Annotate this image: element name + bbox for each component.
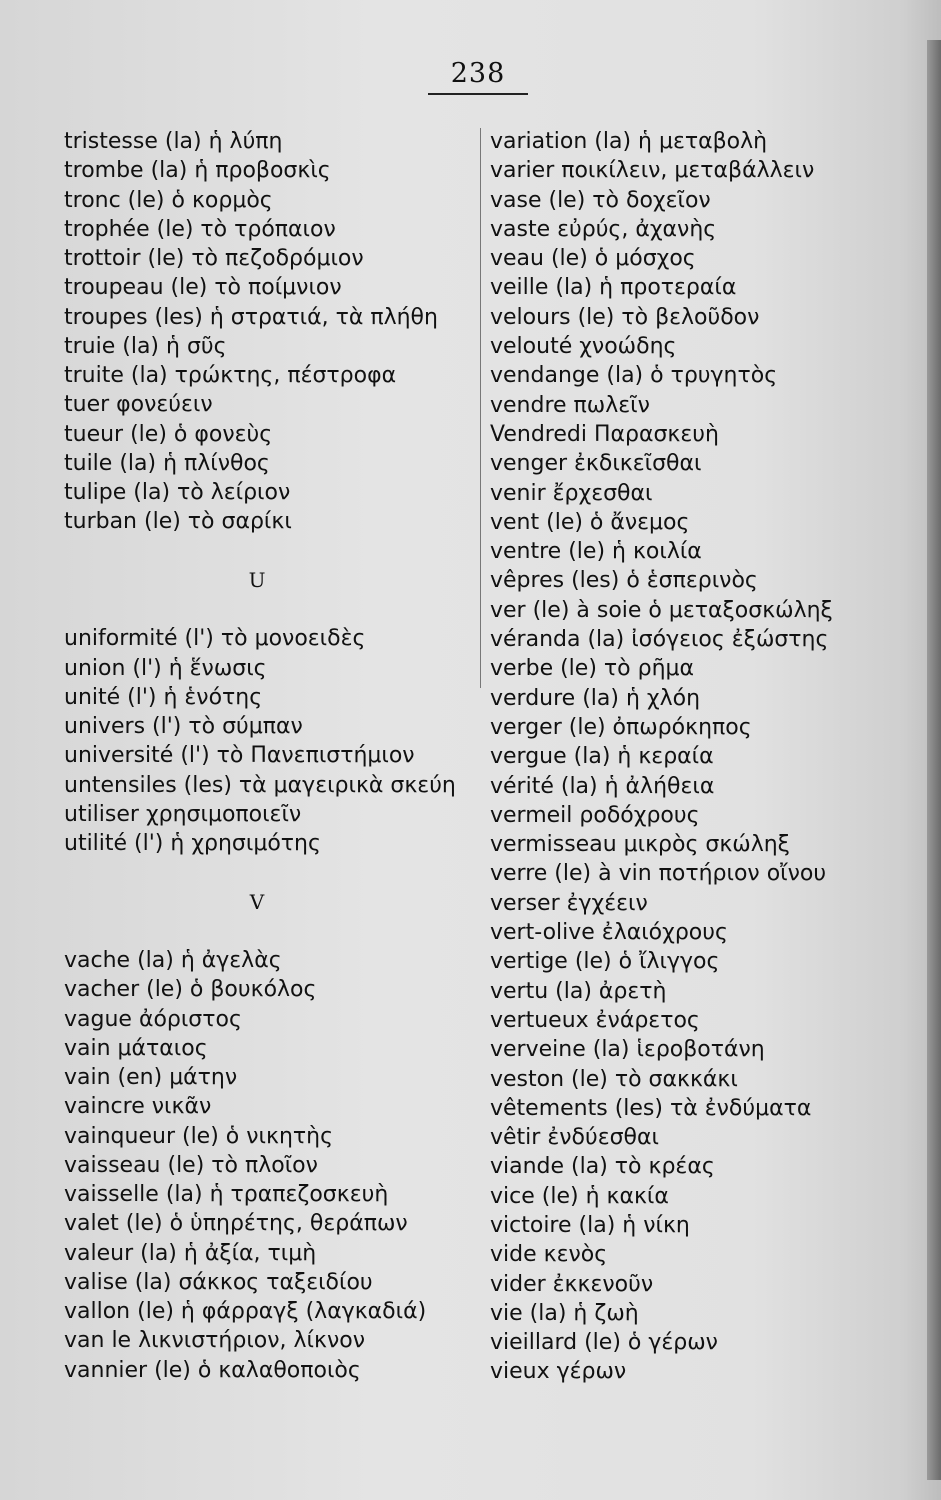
dictionary-entry: vêtir ἐνδύεσθαι	[490, 1125, 659, 1151]
dictionary-entry: verveine (la) ἱεροβοτάνη	[490, 1037, 765, 1063]
dictionary-entry: vaincre νικᾶν	[64, 1094, 212, 1120]
dictionary-entry: vague ἀόριστος	[64, 1006, 242, 1032]
dictionary-entry: vallon (le) ἡ φάρραγξ (λαγκαδιά)	[64, 1299, 427, 1324]
dictionary-entry: unité (l') ἡ ἑνότης	[64, 684, 263, 710]
dictionary-entry: victoire (la) ἡ νίκη	[490, 1212, 690, 1238]
dictionary-entry: vide κενὸς	[490, 1242, 608, 1268]
dictionary-entry: tueur (le) ὁ φονεὺς	[64, 421, 273, 447]
blank-line	[64, 595, 474, 624]
dictionary-entry: Vendredi Παρασκευὴ	[490, 421, 719, 447]
dictionary-entry: varier ποικίλειν, μεταβάλλειν	[490, 158, 815, 184]
dictionary-entry: valet (le) ὁ ὑπηρέτης, θεράπων	[64, 1211, 408, 1237]
dictionary-entry: vertueux ἐνάρετος	[490, 1007, 700, 1033]
dictionary-entry: vergue (la) ἡ κεραία	[490, 744, 714, 770]
dictionary-entry: venir ἔρχεσθαι	[490, 480, 653, 506]
dictionary-entry: veau (le) ὁ μόσχος	[490, 246, 696, 272]
dictionary-entry: vêpres (les) ὁ ἑσπερινὸς	[490, 568, 758, 594]
blank-line	[64, 537, 474, 566]
dictionary-entry: vêtements (les) τὰ ἐνδύματα	[490, 1095, 812, 1121]
dictionary-entry: vacher (le) ὁ βουκόλος	[64, 977, 317, 1003]
dictionary-entry: vache (la) ἡ ἀγελὰς	[64, 948, 282, 973]
dictionary-entry: vaisseau (le) τὸ πλοῖον	[64, 1152, 318, 1178]
dictionary-entry: trophée (le) τὸ τρόπαιον	[64, 216, 336, 242]
dictionary-entry: tronc (le) ὁ κορμὸς	[64, 187, 273, 213]
dictionary-entry: vannier (le) ὁ καλαθοποιὸς	[64, 1357, 361, 1383]
dictionary-entry: truite (la) τρώκτης, πέστροφα	[64, 363, 397, 388]
dictionary-entry: truie (la) ἡ σῦς	[64, 333, 227, 359]
dictionary-entry: véranda (la) ἰσόγειος ἐξώστης	[490, 627, 829, 653]
dictionary-entry: vaisselle (la) ἡ τραπεζοσκευὴ	[64, 1182, 389, 1207]
dictionary-entry: vider ἐκκενοῦν	[490, 1271, 654, 1297]
dictionary-entry: verre (le) à vin ποτήριον οἴνου	[490, 861, 827, 887]
dictionary-entry: tuile (la) ἡ πλίνθος	[64, 450, 270, 476]
dictionary-entry: veille (la) ἡ προτεραία	[490, 275, 737, 301]
dictionary-entry: ver (le) à soie ὁ μεταξοσκώληξ	[490, 597, 833, 623]
blank-line	[64, 917, 474, 946]
dictionary-entry: verser ἐγχέειν	[490, 890, 648, 916]
dictionary-entry: verdure (la) ἡ χλόη	[490, 685, 701, 711]
dictionary-entry: univers (l') τὸ σύμπαν	[64, 714, 303, 739]
dictionary-entry: velours (le) τὸ βελοῦδον	[490, 304, 760, 330]
dictionary-entry: tristesse (la) ἡ λύπη	[64, 129, 283, 154]
dictionary-entry: venger ἐκδικεῖσθαι	[490, 451, 702, 477]
dictionary-entry: vie (la) ἡ ζωὴ	[490, 1300, 639, 1326]
dictionary-entry: vermeil ροδόχρους	[490, 802, 700, 828]
dictionary-entry: vice (le) ἡ κακία	[490, 1183, 669, 1209]
dictionary-entry: van le λικνιστήριον, λίκνον	[64, 1328, 365, 1354]
dictionary-entry: vieillard (le) ὁ γέρων	[490, 1330, 718, 1356]
dictionary-entry: valise (la) σάκκος ταξειδίου	[64, 1269, 373, 1295]
dictionary-entry: viande (la) τὸ κρέας	[490, 1154, 715, 1180]
dictionary-entry: union (l') ἡ ἕνωσις	[64, 655, 267, 681]
page-number-rule	[428, 93, 528, 95]
dictionary-entry: utiliser χρησιμοποιεῖν	[64, 801, 302, 827]
dictionary-entry: veston (le) τὸ σακκάκι	[490, 1066, 738, 1092]
dictionary-entry: vendange (la) ὁ τρυγητὸς	[490, 363, 778, 389]
dictionary-entry: troupes (les) ἡ στρατιά, τὰ πλήθη	[64, 304, 438, 330]
dictionary-entry: vase (le) τὸ δοχεῖον	[490, 187, 711, 213]
dictionary-entry: vaste εὐρύς, ἀχανὴς	[490, 216, 717, 242]
dictionary-entry: verger (le) ὀπωρόκηπος	[490, 714, 752, 740]
dictionary-entry: troupeau (le) τὸ ποίμνιον	[64, 275, 342, 301]
dictionary-entry: vertu (la) ἀρετὴ	[490, 978, 667, 1004]
dictionary-entry: verbe (le) τὸ ρῆμα	[490, 656, 695, 682]
dictionary-entry: trottoir (le) τὸ πεζοδρόμιον	[64, 246, 364, 271]
page-number: 238	[450, 58, 506, 89]
dictionary-entry: ventre (le) ἡ κοιλία	[490, 539, 702, 565]
dictionary-entry: tuer φονεύειν	[64, 392, 213, 418]
left-column	[64, 127, 474, 1385]
dictionary-entry: vain μάταιος	[64, 1035, 208, 1061]
dictionary-entry: uniformité (l') τὸ μονοειδὲς	[64, 626, 366, 652]
dictionary-entry: utilité (l') ἡ χρησιμότης	[64, 831, 321, 856]
dictionary-entry: vert-olive ἐλαιόχρους	[490, 920, 728, 946]
dictionary-entry: vain (en) μάτην	[64, 1065, 238, 1090]
dictionary-entry: trombe (la) ἡ προβοσκὶς	[64, 158, 331, 184]
section-letter-heading: V	[249, 889, 265, 914]
dictionary-entry: vertige (le) ὁ ἴλιγγος	[490, 949, 720, 975]
dictionary-entry: turban (le) τὸ σαρίκι	[64, 509, 292, 535]
dictionary-entry: vermisseau μικρὸς σκώληξ	[490, 832, 790, 858]
dictionary-entry: untensiles (les) τὰ μαγειρικὰ σκεύη	[64, 772, 456, 798]
dictionary-entry: variation (la) ἡ μεταβολὴ	[490, 129, 768, 154]
page-binding-edge	[927, 40, 941, 1480]
dictionary-entry: vainqueur (le) ὁ νικητὴς	[64, 1123, 333, 1149]
dictionary-entry: velouté χνοώδης	[490, 334, 677, 360]
dictionary-entry: vérité (la) ἡ ἀλήθεια	[490, 773, 715, 799]
right-column	[490, 127, 930, 1387]
dictionary-entry: vent (le) ὁ ἄνεμος	[490, 509, 690, 535]
column-divider	[480, 128, 481, 688]
blank-line	[64, 858, 474, 887]
dictionary-entry: université (l') τὸ Πανεπιστήμιον	[64, 743, 415, 769]
dictionary-entry: valeur (la) ἡ ἀξία, τιμὴ	[64, 1240, 317, 1266]
dictionary-entry: vendre πωλεῖν	[490, 392, 650, 418]
dictionary-entry: tulipe (la) τὸ λείριον	[64, 480, 291, 505]
section-letter-heading: U	[248, 567, 266, 592]
dictionary-entry: vieux γέρων	[490, 1359, 627, 1385]
